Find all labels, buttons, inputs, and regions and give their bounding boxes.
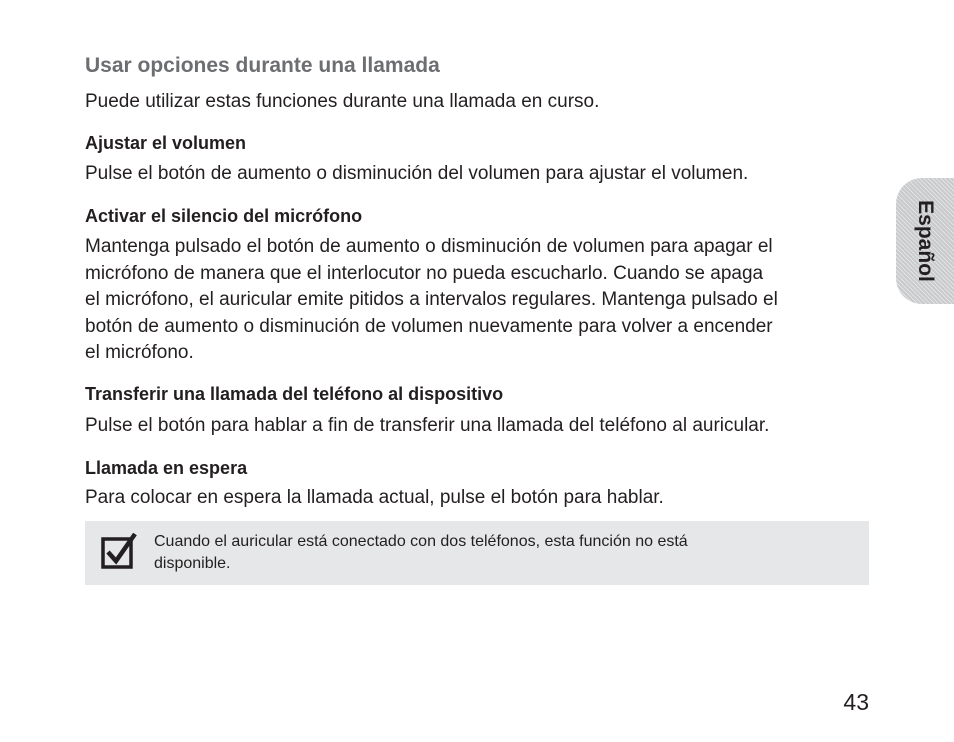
body-line: el micrófono.	[85, 342, 194, 363]
heading-llamada-espera: Llamada en espera	[85, 458, 248, 478]
note-line: Cuando el auricular está conectado con dos teléfonos, esta función no está	[154, 533, 688, 550]
body-silencio-microfono	[85, 234, 778, 367]
heading-silencio-microfono: Activar el silencio del micrófono	[85, 206, 363, 226]
body-line: botón de aumento o disminución de volumen nuevamente para volver a encender	[85, 315, 773, 337]
note-text	[154, 531, 854, 575]
body-line: Mantenga pulsado el botón de aumento o disminución de volumen para apagar el	[85, 236, 773, 257]
language-tab	[896, 178, 954, 304]
note-box	[85, 521, 869, 585]
body-ajustar-volumen: Pulse el botón de aumento o disminución del volumen para ajustar el volumen.	[85, 163, 749, 184]
language-tab-label: Español	[914, 200, 937, 282]
note-line: disponible.	[154, 555, 231, 572]
body-line: micrófono de manera que el interlocutor no pueda escucharlo. Cuando se apaga	[85, 262, 764, 284]
checkbox-check-icon	[101, 533, 137, 569]
body-line: el micrófono, el auricular emite pitidos a intervalos regulares. Mantenga pulsado el	[85, 289, 778, 310]
body-llamada-espera: Para colocar en espera la llamada actual, pulse el botón para hablar.	[85, 487, 664, 508]
page-number: 43	[843, 689, 869, 715]
section-title: Usar opciones durante una llamada	[85, 54, 440, 77]
intro-text: Puede utilizar estas funciones durante una llamada en curso.	[85, 91, 600, 112]
heading-transferir-llamada: Transferir una llamada del teléfono al dispositivo	[85, 384, 504, 404]
heading-ajustar-volumen: Ajustar el volumen	[85, 133, 247, 153]
body-transferir-llamada: Pulse el botón para hablar a fin de transferir una llamada del teléfono al auricular.	[85, 415, 770, 436]
